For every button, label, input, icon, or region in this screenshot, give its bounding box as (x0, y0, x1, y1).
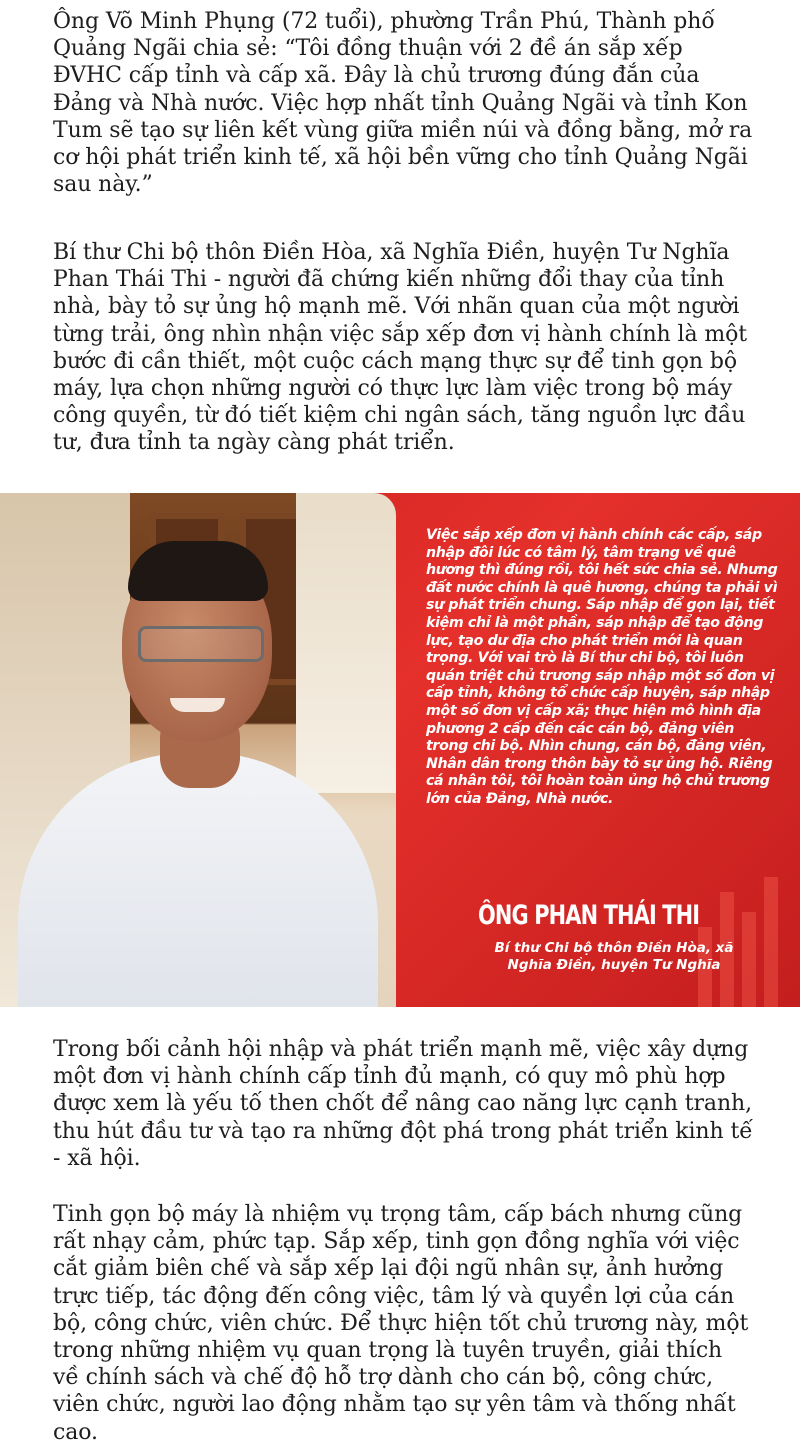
article-paragraph-4: Tinh gọn bộ máy là nhiệm vụ trọng tâm, cấp bách nhưng cũng rất nhạy cảm, phức tạp. Sắp xếp, tinh gọn đồng nghĩa với việc cắt giảm biên chế và sắp xếp lại đội ngũ nhân sự, ảnh hưởng trực tiếp, tác động đến công việc, tâm lý và quyền lợi của cán bộ, công chức, viên chức. Để thực hiện tốt chủ trương này, một trong những nhiệm vụ quan trọng là tuyên truyền, giải thích về chính sách và chế độ hỗ trợ dành cho cán bộ, công chức, viên chức, người lao động nhằm tạo sự yên tâm và thống nhất cao. (53, 1202, 749, 1445)
decorative-bars-icon (690, 867, 800, 1007)
portrait-photo (0, 493, 396, 1007)
article-paragraph-3: Trong bối cảnh hội nhập và phát triển mạnh mẽ, việc xây dựng một đơn vị hành chính cấp tỉnh đủ mạnh, có quy mô phù hợp được xem là yếu tố then chốt để nâng cao năng lực cạnh tranh, thu hút đầu tư và tạo ra những đột phá trong phát triển kinh tế - xã hội. (53, 1037, 753, 1171)
article-paragraph-2: Bí thư Chi bộ thôn Điền Hòa, xã Nghĩa Điền, huyện Tư Nghĩa Phan Thái Thi - người đã chứng kiến những đổi thay của tỉnh nhà, bày tỏ sự ủng hộ mạnh mẽ. Với nhãn quan của một người từng trải, ông nhìn nhận việc sắp xếp đơn vị hành chính là một bước đi cần thiết, một cuộc cách mạng thực sự để tinh gọn bộ máy, lựa chọn những người có thực lực làm việc trong bộ máy công quyền, từ đó tiết kiệm chi ngân sách, tăng nguồn lực đầu tư, đưa tỉnh ta ngày càng phát triển. (53, 240, 748, 456)
banner-quote: Việc sắp xếp đơn vị hành chính các cấp, sáp nhập đôi lúc có tâm lý, tâm trạng về quê hương thì đúng rồi, tôi hết sức chia sẻ. Nhưng đất nước chính là quê hương, chúng ta phải vì sự phát triển chung. Sáp nhập để gọn lại, tiết kiệm chỉ là một phần, sáp nhập để tạo động lực, tạo dư địa cho phát triển mới là quan trọng. Với vai trò là Bí thư chi bộ, tôi luôn quán triệt chủ trương sáp nhập một số đơn vị cấp tỉnh, không tổ chức cấp huyện, sáp nhập một số đơn vị cấp xã; thực hiện mô hình địa phương 2 cấp đến các cán bộ, đảng viên trong chi bộ. Nhìn chung, cán bộ, đảng viên, Nhân dân trong thôn bày tỏ sự ủng hộ. Riêng cá nhân tôi, tôi hoàn toàn ủng hộ chủ trương lớn của Đảng, Nhà nước. (426, 527, 778, 807)
speaker-name: ÔNG PHAN THÁI THI (478, 900, 700, 931)
speaker-title: Bí thư Chi bộ thôn Điền Hòa, xã Nghĩa Điền, huyện Tư Nghĩa (494, 940, 734, 973)
article-paragraph-1: Ông Võ Minh Phụng (72 tuổi), phường Trần Phú, Thành phố Quảng Ngãi chia sẻ: “Tôi đồng thuận với 2 đề án sắp xếp ĐVHC cấp tỉnh và cấp xã. Đây là chủ trương đúng đắn của Đảng và Nhà nước. Việc hợp nhất tỉnh Quảng Ngãi và tỉnh Kon Tum sẽ tạo sự liên kết vùng giữa miền núi và đồng bằng, mở ra cơ hội phát triển kinh tế, xã hội bền vững cho tỉnh Quảng Ngãi sau này.” (53, 9, 753, 198)
